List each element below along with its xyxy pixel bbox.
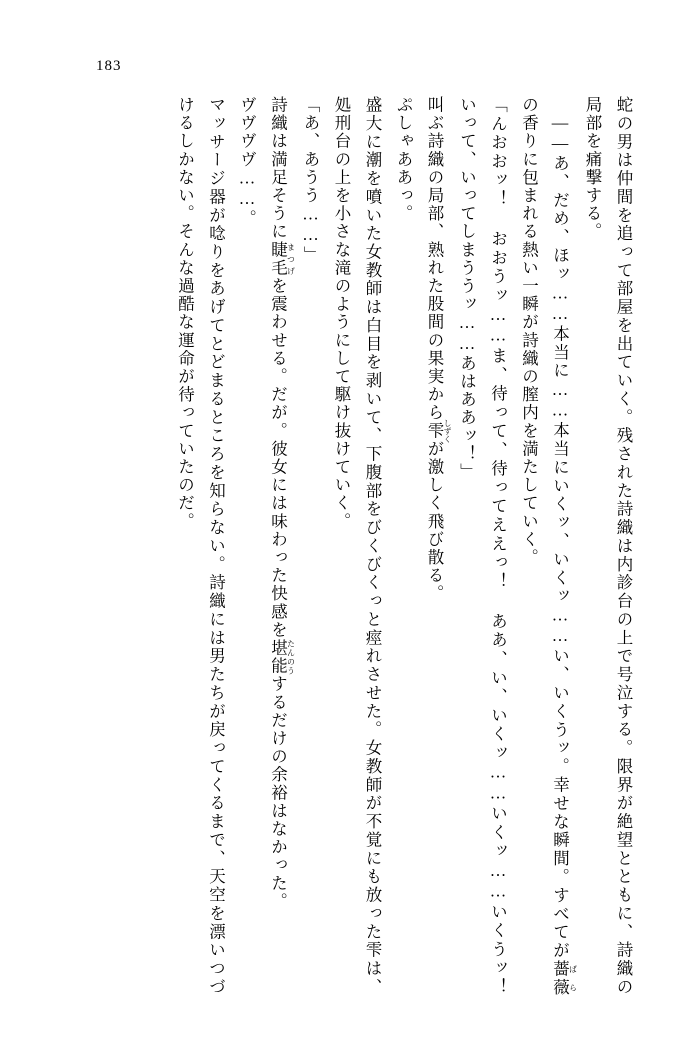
ruby-bara: 薔薇 ばら [550, 959, 578, 997]
page-body-text [60, 96, 639, 996]
ruby-matsuge: 睫毛 まつげ [268, 240, 296, 278]
paragraph: マッサージ器が唸りをあげてとどまるところを知らない。詩織には男たちが戻ってくるまで、天空を漂いつづけるしかない。そんな過酷な運命が待っていたのだ。 [175, 96, 226, 996]
ruby-tannou: 堪能 たんのう [268, 639, 296, 676]
paragraph: ヴヴヴヴ……。 [237, 96, 257, 228]
paragraph: 叫ぶ詩織の局部、熟れた股間の果実から雫 しずくが激しく飛び散る。 [425, 96, 452, 603]
paragraph: ――あ、だめ、ほッ……本当に……本当にいくッ、いくッ……い、いくうッ。幸せな瞬間。すべてが薔薇 ばらの香りに包まれる熱い一瞬が詩織の膣内を満たしていく。 [519, 96, 578, 997]
paragraph: 盛大に潮を噴いた女教師は白目を剥いて、下腹部をびくびくっと痙れさせた。女教師が不覚にも放った雫は、処刑台の上を小さな滝のようにして駆け抜けていく。 [332, 96, 382, 996]
page-number: 183 [96, 58, 122, 74]
paragraph: 「あ、あうう……」 [301, 96, 320, 264]
paragraph: 蛇の男は仲間を追って部屋を出ていく。残された詩織は内診台の上で号泣する。限界が絶望とともに、詩織の局部を痛撃する。 [583, 96, 633, 996]
ruby-shizuku: 雫 しずく [425, 418, 452, 443]
paragraph: 「んおおッ！ おおうッ……ま、待って、待ってええっ！ ああ、い、いくッ……いくッ……いくうッ！ いって、いってしまううッ……あはああッ！」 [457, 96, 508, 996]
paragraph: ぷしゃああっ。 [394, 96, 413, 223]
paragraph: 詩織は満足そうに睫毛 まつげを震わせる。だが。彼女には味わった快感を堪能 たんのうするだけの余裕はなかった。 [268, 96, 296, 911]
